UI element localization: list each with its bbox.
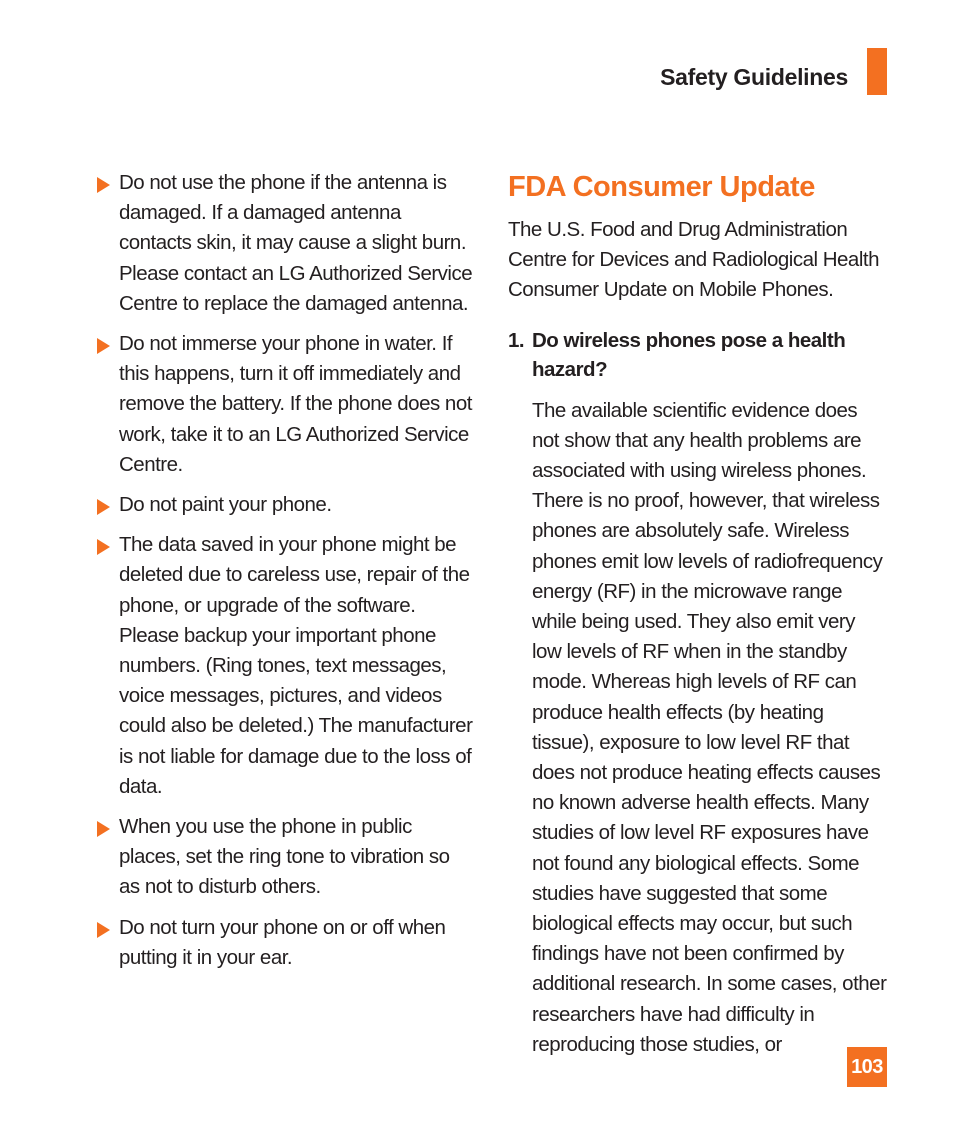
fda-heading: FDA Consumer Update: [508, 171, 815, 203]
fda-section: [508, 168, 888, 1060]
bullet-text: Do not use the phone if the antenna is damaged. If a damaged antenna contacts skin, it may cause a slight burn. Please contact an LG Authorized Service Centre to replace the damaged antenna.: [119, 171, 473, 315]
question-text: Do wireless phones pose a health hazard?: [532, 328, 846, 381]
bullet-text: Do not paint your phone.: [119, 493, 332, 517]
question-number: 1.: [508, 328, 525, 352]
fda-answer: The available scientific evidence does not show that any health problems are associated with using wireless phones. There is no proof, however, that wireless phones are absolutely safe. Wireless phones emit low levels of radiofrequency energy (RF) in the microwave range while being used. They also emit very low levels of RF when in the standby mode. Whereas high levels of RF can produce health effects (by heating tissue), exposure to low level RF that does not produce heating effects causes no known adverse health effects. Many studies of low level RF exposures have not found any biological effects. Some studies have suggested that some biological effects may occur, but such findings have not been confirmed by additional research. In some cases, other researchers have had difficulty in reproducing those studies, or: [532, 398, 887, 1056]
bullet-text: When you use the phone in public places, set the ring tone to vibration so as not to disturb others.: [119, 815, 450, 899]
bullet-item: [97, 913, 475, 973]
bullet-arrow-icon: [97, 539, 110, 555]
safety-bullet-list: [97, 168, 475, 983]
bullet-text: Do not immerse your phone in water. If this happens, turn it off immediately and remove the battery. If the phone does not work, take it to an LG Authorized Service Centre.: [119, 332, 472, 476]
section-accent-bar: [867, 48, 887, 95]
bullet-item: [97, 329, 475, 480]
bullet-arrow-icon: [97, 177, 110, 193]
bullet-arrow-icon: [97, 821, 110, 837]
fda-question: [508, 326, 888, 384]
fda-intro: The U.S. Food and Drug Administration Centre for Devices and Radiological Health Consumer Update on Mobile Phones.: [508, 218, 879, 302]
page-number: 103: [847, 1047, 887, 1087]
bullet-arrow-icon: [97, 499, 110, 515]
bullet-arrow-icon: [97, 338, 110, 354]
bullet-item: [97, 168, 475, 319]
bullet-text: The data saved in your phone might be deleted due to careless use, repair of the phone, or upgrade of the software. Please backup your important phone numbers. (Ring tones, text messages, voice messages, pictures, and videos could also be deleted.) The manufacturer is not liable for damage due to the loss of data.: [119, 533, 473, 798]
bullet-item: [97, 812, 475, 903]
bullet-text: Do not turn your phone on or off when putting it in your ear.: [119, 915, 446, 969]
bullet-arrow-icon: [97, 922, 110, 938]
section-title: Safety Guidelines: [660, 64, 848, 90]
bullet-item: [97, 530, 475, 802]
bullet-item: [97, 490, 475, 520]
